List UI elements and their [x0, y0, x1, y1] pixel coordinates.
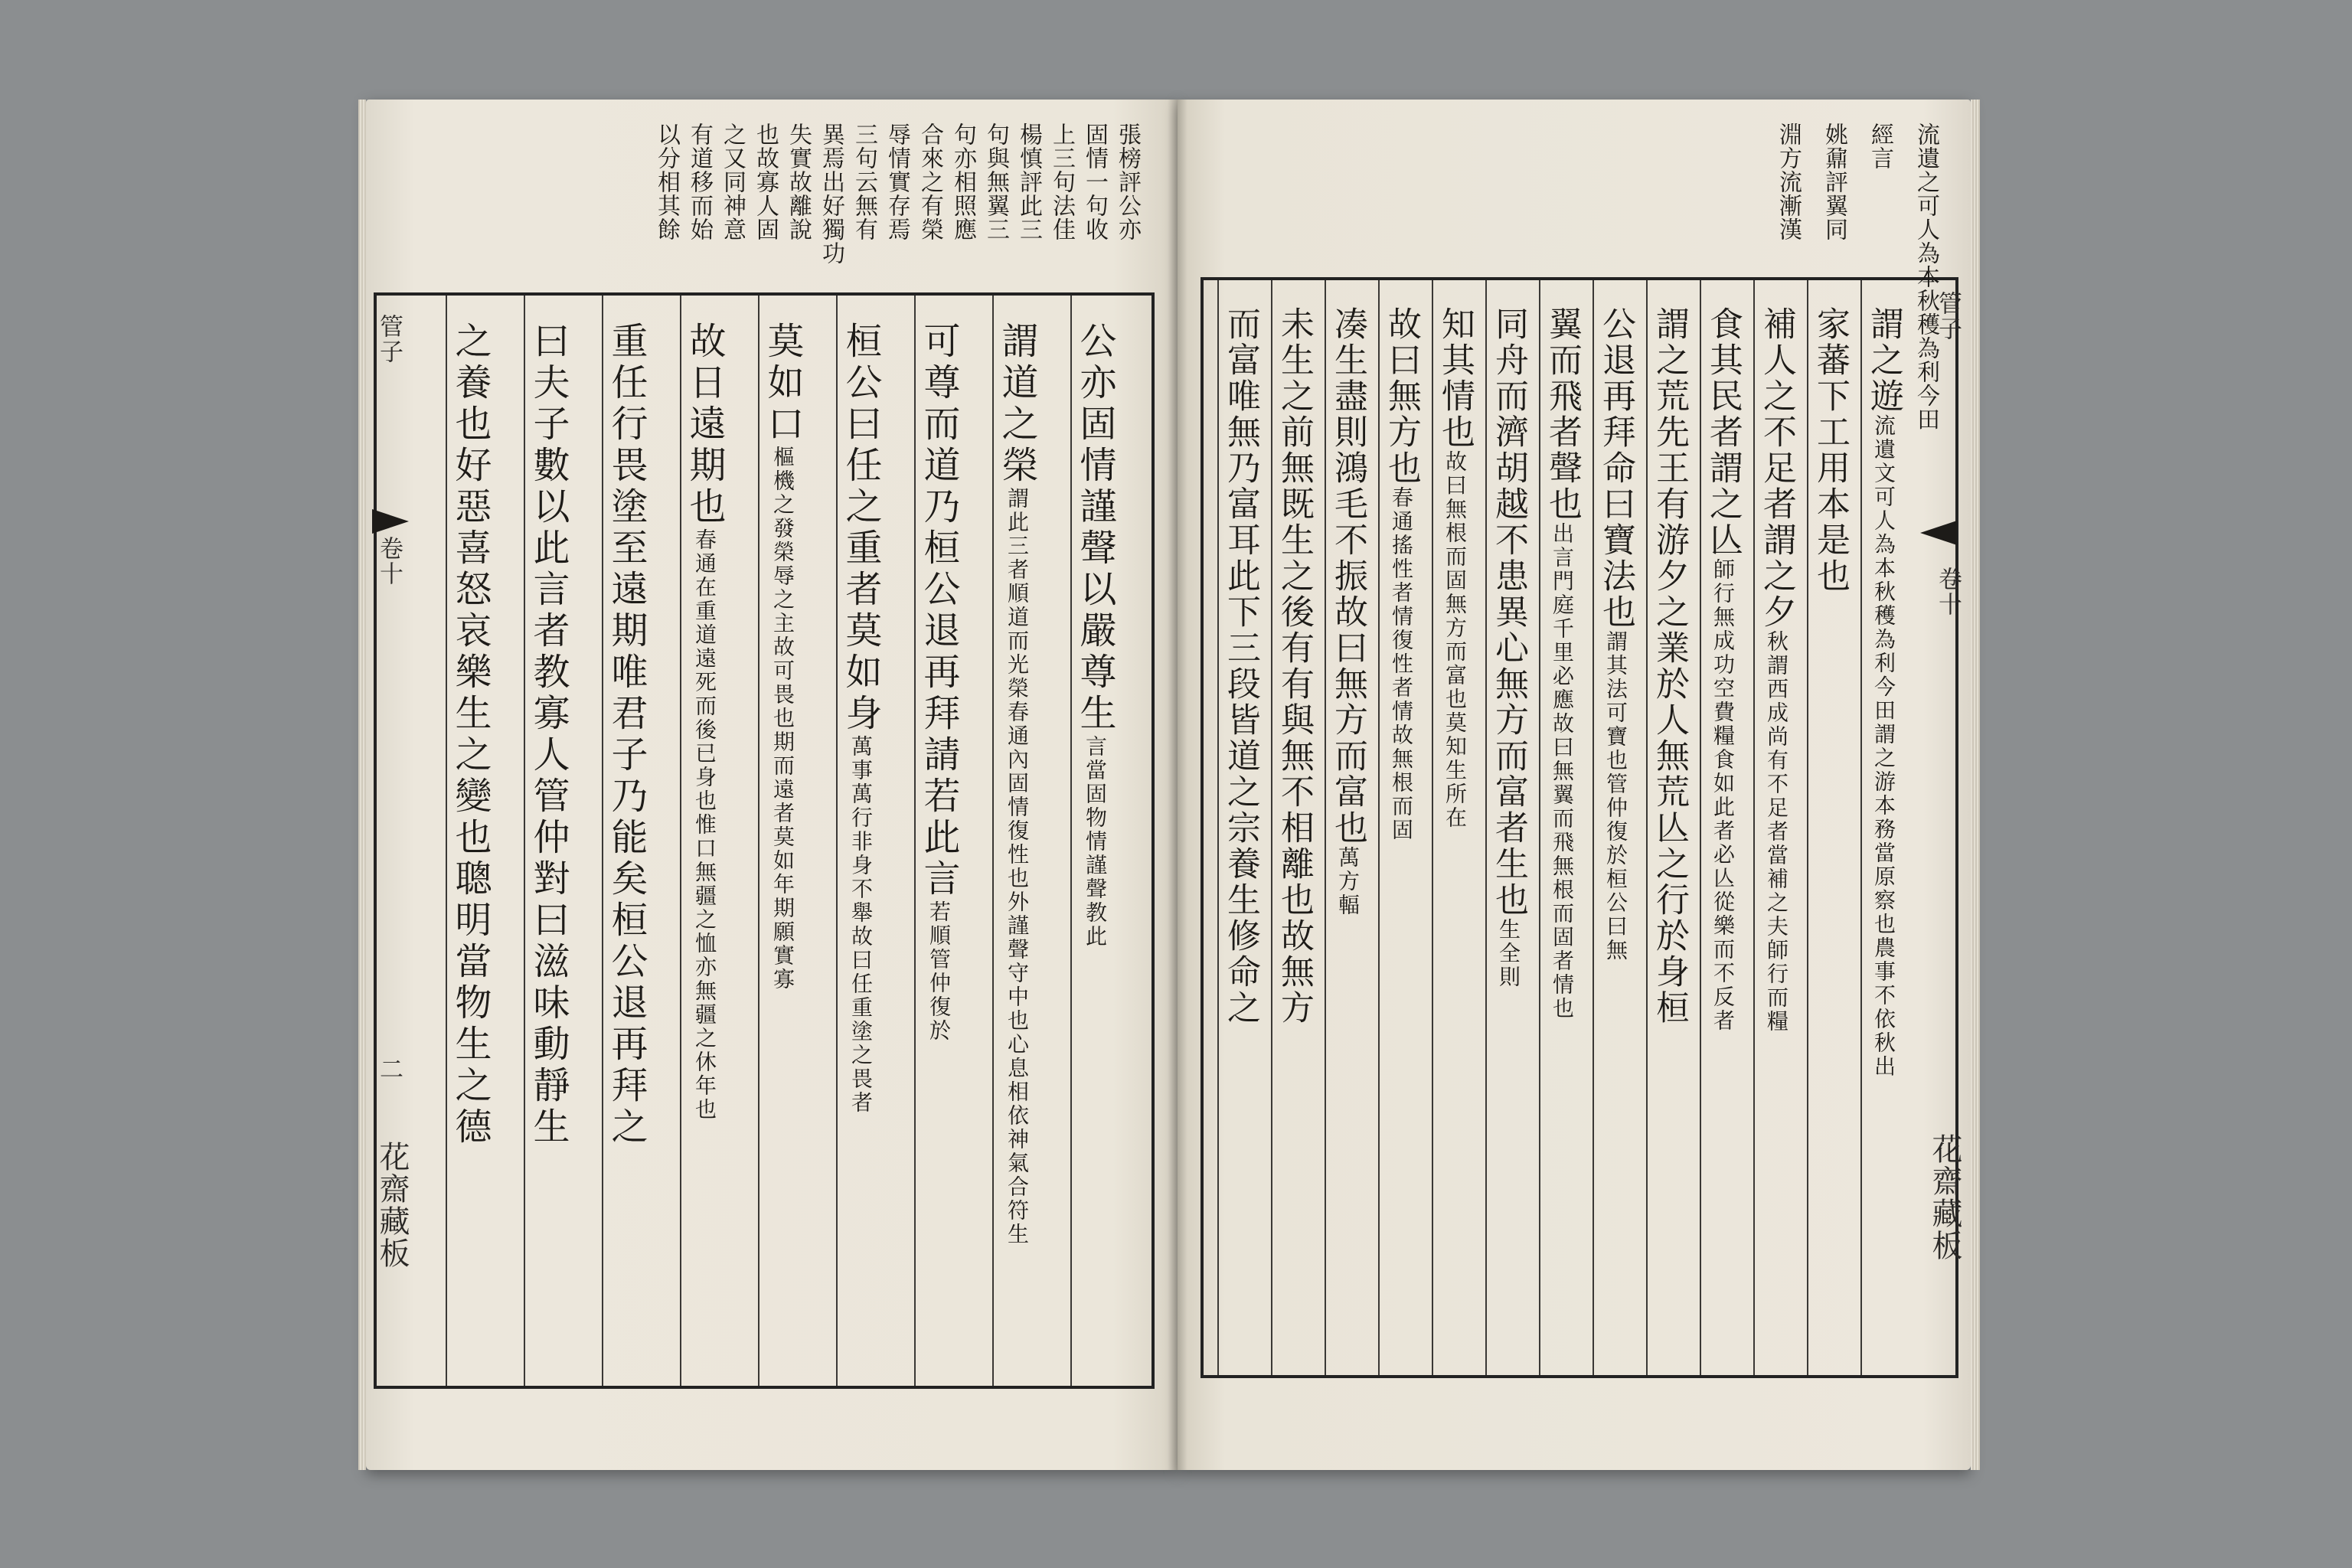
column-rule — [1271, 280, 1272, 1375]
commentary-text: 萬事萬行非身不舉故曰任重塗之畏者 — [848, 735, 874, 1115]
text-column — [1650, 306, 1689, 1026]
commentary-text: 秋謂西成尚有不足者當補之夫師行而糧 — [1764, 630, 1789, 1034]
left-margin-page-number: 二 — [375, 1057, 403, 1082]
column-rule — [758, 296, 760, 1386]
column-rule — [1646, 280, 1648, 1375]
main-text: 故日遠期也 — [683, 322, 726, 528]
main-text: 家蕃下工用本是也 — [1811, 306, 1850, 594]
commentary-text: 樞機之發榮辱之主故可畏也期而遠者莫如年期願實寡 — [770, 446, 795, 991]
left-page-edges — [358, 100, 366, 1470]
text-column — [1275, 306, 1314, 1026]
column-rule — [1070, 296, 1072, 1386]
column-rule — [680, 296, 681, 1386]
head-note: 三句云無有 — [851, 122, 877, 241]
head-note: 淵方流漸漢 — [1775, 122, 1802, 241]
commentary-text: 出言門庭千里必應故曰無翼而飛無根而固者情也 — [1550, 522, 1575, 1021]
commentary-text: 春通搖性者情復性者情故無根而固 — [1389, 486, 1414, 842]
head-note: 也故寡人固 — [752, 122, 779, 241]
main-text: 而富唯無乃富耳此下三段皆道之宗養生修命之 — [1221, 306, 1260, 1026]
head-note: 有道移而始 — [686, 122, 713, 241]
left-fish-tail-mark — [372, 509, 409, 534]
text-column — [683, 322, 726, 1122]
column-rule — [1700, 280, 1701, 1375]
main-text: 知其情也 — [1436, 306, 1475, 450]
text-column — [839, 322, 882, 1115]
main-text: 凑生盡則鴻毛不振故曰無方而富也 — [1328, 306, 1367, 846]
main-text: 桓公曰任之重者莫如身 — [839, 322, 882, 735]
text-column — [1811, 306, 1850, 594]
text-column — [1328, 306, 1367, 917]
left-margin-publisher: 花齋藏板 — [374, 1141, 410, 1269]
column-rule — [1539, 280, 1540, 1375]
column-rule — [1325, 280, 1326, 1375]
text-column — [1489, 306, 1528, 989]
column-rule — [1217, 280, 1219, 1375]
head-note: 楊慎評此三 — [1015, 122, 1042, 241]
column-rule — [914, 296, 916, 1386]
column-rule — [1807, 280, 1808, 1375]
text-column — [1864, 306, 1903, 1079]
book-gutter — [1168, 100, 1187, 1470]
main-text: 曰夫子數以此言者教寡人管仲對曰滋味動靜生 — [527, 322, 570, 1148]
left-margin-volume: 卷十 — [375, 536, 403, 586]
text-column — [1757, 306, 1796, 1034]
main-text: 之養也好惡喜怒哀樂生之變也聰明當物生之德 — [449, 322, 492, 1148]
left-margin-title: 管子 — [375, 314, 403, 364]
text-column — [1382, 306, 1421, 842]
main-text: 謂之荒先王有游夕之業於人無荒亾之行於身桓 — [1650, 306, 1689, 1026]
main-text: 可尊而道乃桓公退再拜請若此言 — [917, 322, 960, 900]
commentary-text: 萬方輻 — [1335, 846, 1361, 917]
main-text: 食其民者謂之亾 — [1704, 306, 1743, 558]
text-column — [1543, 306, 1582, 1021]
commentary-text: 若順管仲復於 — [926, 900, 952, 1043]
head-note: 之又同神意 — [719, 122, 746, 241]
right-margin-volume: 卷十 — [1934, 567, 1962, 617]
main-text: 謂道之榮 — [995, 322, 1038, 487]
main-text: 公亦固情謹聲以嚴尊生 — [1073, 322, 1116, 735]
commentary-text: 生全則 — [1496, 918, 1521, 989]
column-rule — [602, 296, 603, 1386]
main-text: 同舟而濟胡越不患異心無方而富者生也 — [1489, 306, 1528, 918]
commentary-text: 言當固物情謹聲教此 — [1083, 735, 1108, 949]
main-text: 莫如口 — [761, 322, 804, 446]
head-note: 經言 — [1867, 122, 1893, 170]
head-note: 固情一句收 — [1081, 122, 1108, 241]
right-margin-title: 管子 — [1934, 291, 1962, 341]
column-rule — [1860, 280, 1862, 1375]
main-text: 重任行畏塗至遠期唯君子乃能矣桓公退再拜之 — [605, 322, 648, 1148]
main-text: 翼而飛者聲也 — [1543, 306, 1582, 522]
main-text: 補人之不足者謂之夕 — [1757, 306, 1796, 630]
column-rule — [836, 296, 838, 1386]
column-rule — [1753, 280, 1755, 1375]
column-rule — [446, 296, 447, 1386]
head-note: 上三句法佳 — [1048, 122, 1075, 241]
column-rule — [992, 296, 994, 1386]
head-note: 姚鼐評翼同 — [1821, 122, 1847, 241]
right-margin-publisher: 花齋藏板 — [1927, 1133, 1962, 1262]
text-column — [917, 322, 960, 1043]
head-note: 失實故離說 — [785, 122, 812, 241]
text-column — [1596, 306, 1635, 962]
head-note: 句與無翼三 — [982, 122, 1009, 241]
right-fish-tail-mark — [1920, 521, 1957, 545]
commentary-text: 春通在重道遠死而後已身也惟口無疆之恤亦無疆之休年也 — [692, 528, 717, 1122]
head-note: 合來之有榮 — [916, 122, 943, 241]
text-column — [1073, 322, 1116, 949]
column-rule — [1432, 280, 1433, 1375]
head-note: 辱情實存焉 — [884, 122, 910, 241]
text-column — [527, 322, 570, 1148]
column-rule — [1485, 280, 1487, 1375]
main-text: 未生之前無既生之後有有與無不相離也故無方 — [1275, 306, 1314, 1026]
commentary-text: 謂此三者順道而光榮春通內固情復性也外謹聲守中也心息相依神氣合符生 — [1004, 487, 1030, 1246]
text-column — [1221, 306, 1260, 1026]
text-column — [995, 322, 1038, 1246]
commentary-text: 流遺文可人為本秋穫為利今田謂之游本務當原察也農事不依秋出 — [1871, 414, 1896, 1079]
column-rule — [1378, 280, 1380, 1375]
text-column — [1704, 306, 1743, 1033]
head-note: 以分相其餘 — [653, 122, 680, 241]
text-column — [1436, 306, 1475, 830]
head-note: 句亦相照應 — [949, 122, 976, 241]
column-rule — [524, 296, 525, 1386]
commentary-text: 故曰無根而固無方而富也莫知生所在 — [1442, 450, 1468, 830]
text-column — [761, 322, 804, 991]
commentary-text: 謂其法可寶也管仲復於桓公曰無 — [1603, 630, 1628, 962]
head-note: 張榜評公亦 — [1114, 122, 1141, 241]
right-page-edges — [1971, 100, 1980, 1470]
text-column — [605, 322, 648, 1148]
commentary-text: 師行無成功空費糧食如此者必亾從樂而不反者 — [1710, 558, 1736, 1033]
column-rule — [1592, 280, 1594, 1375]
main-text: 公退再拜命曰寶法也 — [1596, 306, 1635, 630]
text-column — [449, 322, 492, 1148]
head-note: 流遺之可人為本秋穫為利今田 — [1913, 122, 1939, 431]
main-text: 故曰無方也 — [1382, 306, 1421, 486]
head-note: 異焉出好獨功 — [818, 122, 844, 265]
main-text: 謂之遊 — [1864, 306, 1903, 414]
